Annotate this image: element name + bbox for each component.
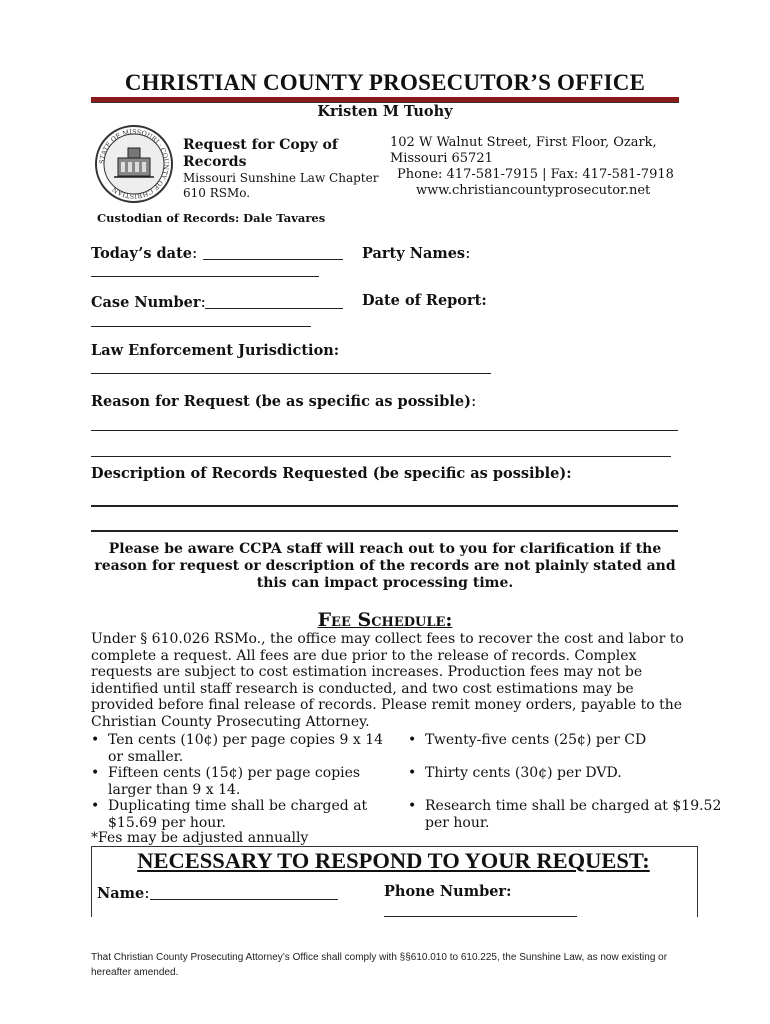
fee-note: *Fes may be adjusted annually [91,830,309,846]
website: www.christiancountyprosecutor.net [416,183,651,198]
phone-fax: Phone: 417-581-7915 | Fax: 417-581-7918 [397,167,674,182]
office-address [390,135,680,199]
sunshine-law-footer: That Christian County Prosecuting Attorney’s Office shall comply with §§610.010 to 610.225, the Sunshine Law, as now existing or hereafter amended. [91,952,668,978]
case-number-input[interactable] [205,308,343,309]
prosecutor-name: Kristen M Tuohy [317,103,453,120]
description-input-line1[interactable] [91,505,678,507]
name-input[interactable] [150,899,338,900]
party-names-label: Party Names [362,245,466,262]
description-input-line2[interactable] [91,530,678,532]
address-line1: 102 W Walnut Street, First Floor, Ozark, [390,135,657,150]
clarification-notice: Please be aware CCPA staff will reach out to you for clarification if the reason for request or description of the records are not plainly stated and this can impact processing time. [94,541,676,591]
name-label: Name [97,885,145,902]
party-names-field: Party Names: [362,243,471,262]
reason-input-line1[interactable] [91,430,678,431]
reason-input-line2[interactable] [91,456,671,457]
description-label: Description of Records Requested (be specific as possible): [91,465,572,482]
reason-label: Reason for Request (be as specific as possible) [91,393,471,410]
fee-schedule-heading: Fee Schedule: [317,609,453,631]
custodian: Custodian of Records: Dale Tavares [97,211,326,225]
phone-number-label: Phone Number: [384,883,512,900]
case-number-label: Case Number [91,294,201,311]
fee-schedule-paragraph: Under § 610.026 RSMo., the office may collect fees to recover the cost and labor to complete a request. All fees are due prior to the release of records. Complex requests are subject to cost estimation increases. Production fees may not be identified until staff research is conducted, and two cost estimations may be provided before final release of records. Please remit money orders, payable to the Christian County Prosecuting Attorney. [91,631,684,730]
county-seal-icon [94,124,174,204]
address-line2: Missouri 65721 [390,151,493,166]
request-subtitle: Missouri Sunshine Law Chapter 610 RSMo. [183,171,379,200]
todays-date-label: Today’s date [91,245,193,262]
name-field: Name: [97,883,150,902]
todays-date-input-cont[interactable] [91,276,319,277]
law-enforcement-input[interactable] [91,373,491,374]
phone-number-input[interactable] [384,916,577,917]
request-title: Request for Copy of Records [183,137,338,170]
todays-date-field: Today’s date: [91,243,198,262]
case-number-field: Case Number: [91,292,206,311]
seal-text: STATE OF MISSOURI · COUNTY OF CHRISTIAN [97,127,171,201]
respond-title: NECESSARY TO RESPOND TO YOUR REQUEST: [137,848,650,873]
case-number-input-cont[interactable] [91,326,311,327]
date-of-report-label: Date of Report: [362,292,487,309]
todays-date-input[interactable] [203,259,343,260]
office-title: CHRISTIAN COUNTY PROSECUTOR’S OFFICE [124,70,646,95]
reason-field: Reason for Request (be as specific as possible): [91,391,477,410]
law-enforcement-label: Law Enforcement Jurisdiction: [91,342,340,359]
